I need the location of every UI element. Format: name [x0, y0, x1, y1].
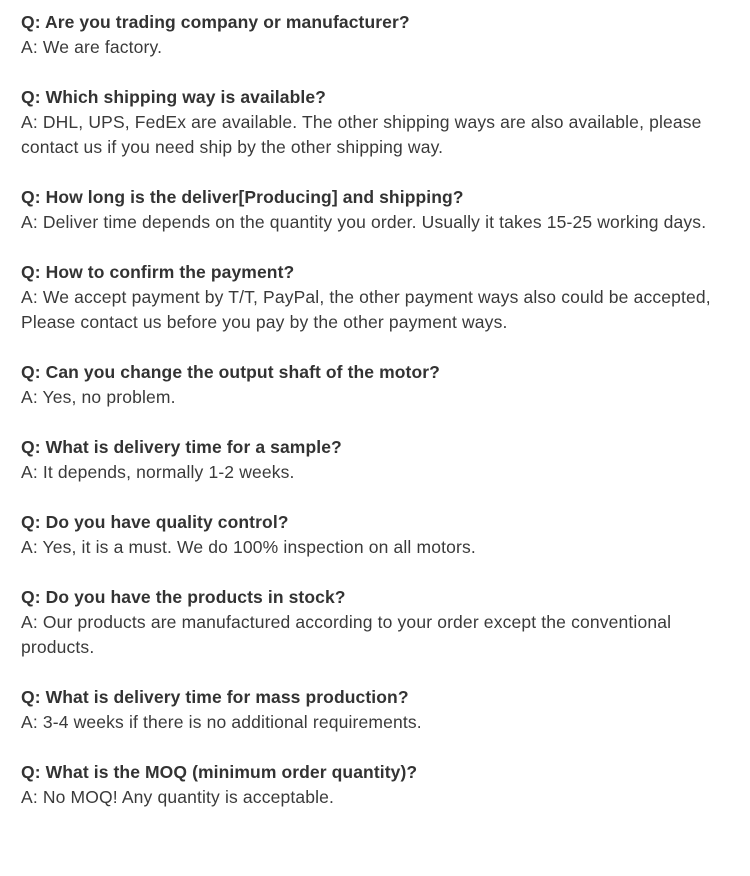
faq-answer: A: Our products are manufactured according to your order except the conventional products.: [21, 612, 672, 657]
faq-answer: A: Yes, it is a must. We do 100% inspection on all motors.: [21, 537, 476, 557]
faq-item-payment: [21, 260, 736, 335]
faq-item-stock: [21, 585, 736, 660]
faq-answer: A: Yes, no problem.: [21, 387, 176, 407]
faq-item-delivery-and-shipping: [21, 185, 736, 235]
faq-question: Q: How long is the deliver[Producing] and shipping?: [21, 187, 464, 207]
faq-question: Q: How to confirm the payment?: [21, 262, 295, 282]
faq-item-moq: [21, 760, 736, 810]
faq-answer: A: DHL, UPS, FedEx are available. The other shipping ways are also available, please contact us if you need ship by the other shipping way.: [21, 112, 702, 157]
faq-answer: A: Deliver time depends on the quantity you order. Usually it takes 15-25 working days.: [21, 212, 707, 232]
faq-question: Q: Which shipping way is available?: [21, 87, 326, 107]
faq-item-shipping-way: [21, 85, 736, 160]
faq-item-quality-control: [21, 510, 736, 560]
faq-answer: A: It depends, normally 1-2 weeks.: [21, 462, 295, 482]
faq-question: Q: What is delivery time for a sample?: [21, 437, 342, 457]
faq-question: Q: Can you change the output shaft of the motor?: [21, 362, 440, 382]
faq-answer: A: We are factory.: [21, 37, 163, 57]
faq-question: Q: Do you have quality control?: [21, 512, 289, 532]
faq-item-output-shaft: [21, 360, 736, 410]
faq-question: Q: What is the MOQ (minimum order quantity)?: [21, 762, 418, 782]
faq-item-sample-delivery: [21, 435, 736, 485]
faq-answer: A: No MOQ! Any quantity is acceptable.: [21, 787, 335, 807]
faq-answer: A: 3-4 weeks if there is no additional requirements.: [21, 712, 422, 732]
faq-question: Q: Do you have the products in stock?: [21, 587, 346, 607]
faq-question: Q: Are you trading company or manufacturer?: [21, 12, 410, 32]
faq-answer: A: We accept payment by T/T, PayPal, the other payment ways also could be accepted, Please contact us before you pay by the other payment ways.: [21, 287, 711, 332]
faq-item-trading-or-manufacturer: [21, 10, 736, 60]
faq-item-mass-production: [21, 685, 736, 735]
faq-question: Q: What is delivery time for mass production?: [21, 687, 409, 707]
